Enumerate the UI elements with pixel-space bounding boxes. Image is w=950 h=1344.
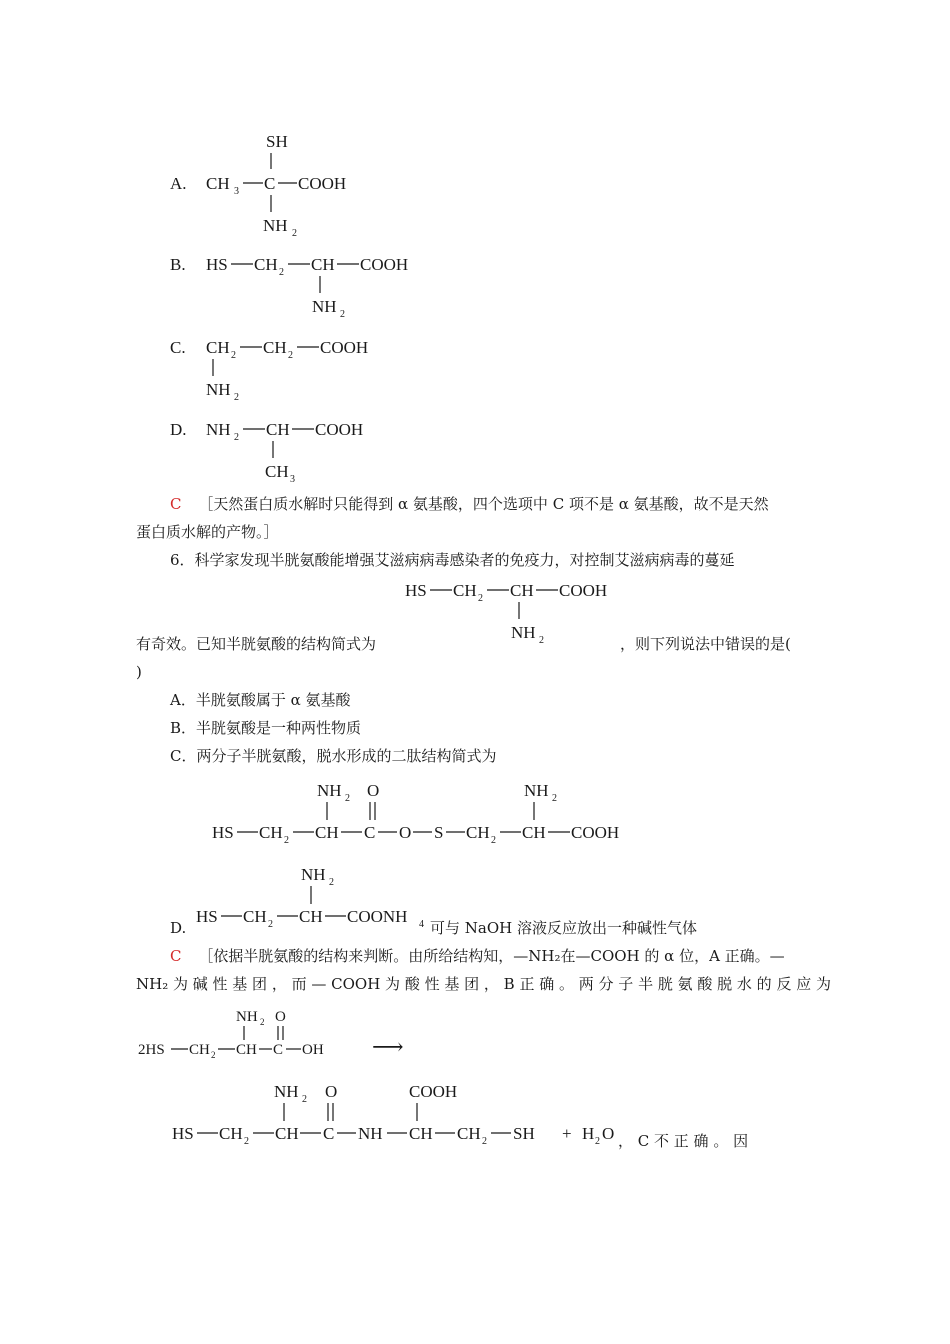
svg-text:O: O [602,1124,615,1143]
svg-text:NH: NH [263,216,288,235]
option-b-formula [170,250,430,325]
reaction-arrow: ⟶ [372,1034,404,1059]
svg-text:CH: CH [315,823,339,842]
svg-text:3: 3 [290,474,295,485]
svg-text:NH: NH [206,420,231,439]
svg-text:COONH: COONH [347,907,408,926]
svg-text:C: C [323,1124,335,1143]
answer-5-line-2: 蛋白质水解的产物。］ [136,523,279,541]
svg-text:2: 2 [302,1094,307,1105]
svg-text:CH: CH [409,1124,433,1143]
svg-text:2: 2 [268,919,273,930]
svg-text:2: 2 [340,309,345,320]
question-6-line-1: 6．科学家发现半胱氨酸能增强艾滋病病毒感染者的免疫力，对控制艾滋病病毒的蔓延 [170,551,735,569]
question-6-option-a: A．半胱氨酸属于 α 氨基酸 [170,691,351,709]
svg-text:2: 2 [231,350,236,361]
svg-text:2: 2 [288,350,293,361]
svg-text:O: O [399,823,412,842]
sh-group: SH [266,132,288,151]
svg-text:2: 2 [279,267,284,278]
question-6-line-3: ) [136,663,142,681]
svg-text:CH: CH [189,1042,210,1058]
svg-text:CH: CH [453,581,477,600]
dipeptide-formula-c [212,776,642,848]
answer-5-text: ［天然蛋白质水解时只能得到 α 氨基酸，四个选项中 C 项不是 α 氨基酸，故不是天然 [198,495,769,513]
answer-5-line-1 [170,494,769,514]
svg-text:2: 2 [244,1136,249,1147]
question-6-option-b: B．半胱氨酸是一种两性物质 [170,719,362,737]
option-c-letter: C. [170,338,186,357]
question-6-line-2b: ，则下列说法中错误的是( [620,635,791,653]
cysteine-formula [405,578,625,650]
svg-text:O: O [325,1082,338,1101]
svg-text:HS: HS [172,1124,194,1143]
svg-text:HS: HS [405,581,427,600]
svg-text:CH: CH [522,823,546,842]
svg-text:CH: CH [299,907,323,926]
question-6-option-c: C．两分子半胱氨酸，脱水形成的二肽结构简式为 [170,747,497,765]
svg-text:2HS: 2HS [138,1042,165,1058]
svg-text:COOH: COOH [571,823,620,842]
svg-text:NH: NH [236,1009,258,1025]
svg-text:2: 2 [595,1136,600,1147]
svg-text:SH: SH [513,1124,535,1143]
svg-text:2: 2 [234,432,239,443]
svg-text:OH: OH [302,1042,324,1058]
svg-text:CH: CH [466,823,490,842]
svg-text:HS: HS [206,255,228,274]
svg-text:HS: HS [196,907,218,926]
svg-text:2: 2 [482,1136,487,1147]
svg-text:NH: NH [274,1082,299,1101]
option-c-formula [170,333,390,408]
reaction-reactant-formula [138,1004,438,1059]
answer-6-line-2: NH₂ 为 碱 性 基 团 ， 而 — COOH 为 酸 性 基 团 ， B 正 确 。 两 分 子 半 胱 氨 酸 脱 水 的 反 应 为 [136,975,831,993]
question-6-option-d-letter: D. [170,919,187,937]
svg-text:CH: CH [510,581,534,600]
answer-5-letter: C [170,495,182,513]
svg-text:2: 2 [211,1050,216,1060]
svg-text:4: 4 [419,919,424,930]
option-d-letter: D. [170,420,187,439]
svg-text:2: 2 [345,793,350,804]
svg-text:NH: NH [511,623,536,642]
question-6-line-2a: 有奇效。已知半胱氨酸的结构简式为 [136,635,377,653]
svg-text:2: 2 [552,793,557,804]
svg-text:2: 2 [284,835,289,846]
svg-text:CH: CH [263,338,287,357]
svg-text:CH: CH [311,255,335,274]
svg-text:COOH: COOH [320,338,369,357]
svg-text:COOH: COOH [298,174,347,193]
svg-text:CH: CH [254,255,278,274]
svg-text:2: 2 [292,228,297,239]
svg-text:HS: HS [212,823,234,842]
svg-text:NH: NH [317,781,342,800]
option-a-letter: A. [170,174,187,193]
svg-text:C: C [264,174,276,193]
svg-text:COOH: COOH [559,581,608,600]
ammonium-salt-formula-d [196,860,436,932]
svg-text:CH: CH [219,1124,243,1143]
svg-text:CH: CH [266,420,290,439]
svg-text:H: H [582,1124,595,1143]
svg-text:O: O [275,1009,286,1025]
svg-text:COOH: COOH [409,1082,458,1101]
svg-text:CH: CH [243,907,267,926]
svg-text:O: O [367,781,380,800]
option-d-formula [170,415,390,490]
svg-text:2: 2 [260,1017,265,1027]
answer-6-line-1 [170,946,785,966]
svg-text:NH: NH [206,380,231,399]
svg-text:COOH: COOH [360,255,409,274]
answer-6-text: ［依据半胱氨酸的结构来判断。由所给结构知，—NH₂在—COOH 的 α 位，A 正确。— [198,947,785,965]
answer-6-letter: C [170,947,182,965]
svg-text:NH: NH [312,297,337,316]
svg-text:CH: CH [265,462,289,481]
svg-text:2: 2 [491,835,496,846]
question-6-option-d-text: 可与 NaOH 溶液反应放出一种碱性气体 [430,919,697,937]
reaction-product-formula [172,1078,642,1150]
option-b-letter: B. [170,255,186,274]
svg-text:NH: NH [301,865,326,884]
svg-text:NH: NH [524,781,549,800]
svg-text:3: 3 [234,186,239,197]
svg-text:S: S [434,823,444,842]
svg-text:2: 2 [329,877,334,888]
svg-text:NH: NH [358,1124,383,1143]
svg-text:COOH: COOH [315,420,364,439]
svg-text:C: C [364,823,376,842]
answer-6-tail: ， C 不 正 确 。 因 [618,1132,749,1150]
svg-text:C: C [273,1042,284,1058]
svg-text:CH: CH [275,1124,299,1143]
svg-text:CH: CH [206,174,230,193]
svg-text:2: 2 [234,392,239,403]
option-a-formula [170,125,370,240]
svg-text:2: 2 [478,593,483,604]
svg-text:CH: CH [206,338,230,357]
svg-text:CH: CH [457,1124,481,1143]
svg-text:CH: CH [236,1042,257,1058]
svg-text:2: 2 [539,635,544,646]
svg-text:CH: CH [259,823,283,842]
svg-text:+: + [562,1124,572,1143]
